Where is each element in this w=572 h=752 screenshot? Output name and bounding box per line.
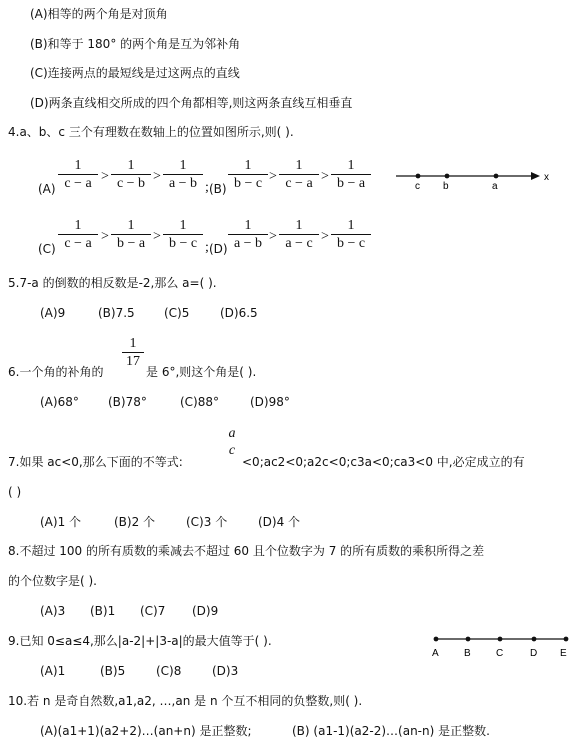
q4-a-fraction-3: $\frac{1}{a - b}$ bbox=[163, 158, 203, 193]
q4-option-a-label: (A) bbox=[38, 182, 56, 196]
q6-option-c: (C)88° bbox=[180, 395, 220, 409]
q8-option-c: (C)7 bbox=[140, 604, 166, 618]
q7-stem-post: <0;ac2<0;a2c<0;c3a<0;ca3<0 中,必定成立的有 bbox=[242, 455, 525, 469]
q7-option-b: (B)2 个 bbox=[114, 515, 156, 529]
q7-stem-cont: ( ) bbox=[8, 485, 22, 499]
q6-stem-post: 是 6°,则这个角是( ). bbox=[146, 365, 257, 379]
greater-than-symbol: > bbox=[153, 169, 161, 184]
q7-fraction: a c bbox=[228, 426, 236, 458]
q4-option-c-label: (C) bbox=[38, 242, 56, 256]
q5-option-c: (C)5 bbox=[164, 306, 190, 320]
q4-number-line bbox=[390, 165, 560, 195]
q7-option-a: (A)1 个 bbox=[40, 515, 82, 529]
point-b bbox=[445, 174, 450, 179]
q9-option-b: (B)5 bbox=[100, 664, 126, 678]
q6-option-a: (A)68° bbox=[40, 395, 79, 409]
q4-d-fraction-2: $\frac{1}{a - c}$ bbox=[279, 218, 319, 253]
q7-option-c: (C)3 个 bbox=[186, 515, 228, 529]
separator: ; bbox=[205, 240, 209, 255]
q5-stem: 5.7-a 的倒数的相反数是-2,那么 a=( ). bbox=[8, 276, 217, 290]
q3-option-d: (D)两条直线相交所成的四个角都相等,则这两条直线互相垂直 bbox=[30, 96, 353, 110]
q4-b-fraction-2: $\frac{1}{c - a}$ bbox=[279, 158, 319, 193]
q9-option-d: (D)3 bbox=[212, 664, 239, 678]
greater-than-symbol: > bbox=[269, 169, 277, 184]
q4-d-fraction-1: $\frac{1}{a - b}$ bbox=[228, 218, 268, 253]
separator: ; bbox=[205, 180, 209, 195]
point-D bbox=[532, 637, 537, 642]
q6-fraction: $\frac{1}{17}$ bbox=[122, 336, 144, 371]
q8-option-a: (A)3 bbox=[40, 604, 66, 618]
q3-option-b: (B)和等于 180° 的两个角是互为邻补角 bbox=[30, 37, 241, 51]
q4-c-fraction-2: $\frac{1}{b - a}$ bbox=[111, 218, 151, 253]
greater-than-symbol: > bbox=[101, 229, 109, 244]
greater-than-symbol: > bbox=[321, 169, 329, 184]
point-c bbox=[416, 174, 421, 179]
q9-stem: 9.已知 0≤a≤4,那么|a-2|+|3-a|的最大值等于( ). bbox=[8, 634, 272, 648]
q4-option-d-label: (D) bbox=[209, 242, 228, 256]
point-A bbox=[434, 637, 439, 642]
point-a bbox=[494, 174, 499, 179]
q4-c-fraction-3: $\frac{1}{b - c}$ bbox=[163, 218, 203, 253]
q4-option-b-label: (B) bbox=[209, 182, 227, 196]
label-b: b bbox=[443, 181, 449, 192]
q4-c-fraction-1: $\frac{1}{c - a}$ bbox=[58, 218, 98, 253]
label-A: A bbox=[432, 648, 439, 659]
greater-than-symbol: > bbox=[269, 229, 277, 244]
q8-stem-line1: 8.不超过 100 的所有质数的乘减去不超过 60 且个位数字为 7 的所有质数的乘积所得之差 bbox=[8, 544, 485, 558]
label-c: c bbox=[415, 181, 420, 192]
label-x: x bbox=[544, 172, 549, 183]
q6-option-d: (D)98° bbox=[250, 395, 290, 409]
q4-a-fraction-1: $\frac{1}{c - a}$ bbox=[58, 158, 98, 193]
q7-stem-pre: 7.如果 ac<0,那么下面的不等式: bbox=[8, 455, 183, 469]
q9-option-c: (C)8 bbox=[156, 664, 182, 678]
q10-stem: 10.若 n 是奇自然数,a1,a2, …,an 是 n 个互不相同的负整数,则( ). bbox=[8, 694, 363, 708]
q6-option-b: (B)78° bbox=[108, 395, 147, 409]
q4-d-fraction-3: $\frac{1}{b - c}$ bbox=[331, 218, 371, 253]
q8-option-b: (B)1 bbox=[90, 604, 116, 618]
label-D: D bbox=[530, 648, 538, 659]
label-E: E bbox=[560, 648, 567, 659]
q10-option-b: (B) (a1-1)(a2-2)…(an-n) 是正整数. bbox=[292, 724, 490, 738]
greater-than-symbol: > bbox=[153, 229, 161, 244]
q6-stem-pre: 6.一个角的补角的 bbox=[8, 365, 104, 379]
point-E bbox=[564, 637, 569, 642]
label-B: B bbox=[464, 648, 471, 659]
q3-option-c: (C)连接两点的最短线是过这两点的直线 bbox=[30, 66, 240, 80]
point-B bbox=[466, 637, 471, 642]
greater-than-symbol: > bbox=[321, 229, 329, 244]
q3-option-a: (A)相等的两个角是对顶角 bbox=[30, 7, 168, 21]
label-C: C bbox=[496, 648, 504, 659]
q8-stem-line2: 的个位数字是( ). bbox=[8, 574, 97, 588]
q5-option-a: (A)9 bbox=[40, 306, 66, 320]
q10-option-a: (A)(a1+1)(a2+2)…(an+n) 是正整数; bbox=[40, 724, 252, 738]
axis-arrow bbox=[531, 172, 540, 180]
q9-option-a: (A)1 bbox=[40, 664, 66, 678]
point-C bbox=[498, 637, 503, 642]
label-a: a bbox=[492, 181, 498, 192]
greater-than-symbol: > bbox=[101, 169, 109, 184]
q5-option-d: (D)6.5 bbox=[220, 306, 258, 320]
q4-a-fraction-2: $\frac{1}{c - b}$ bbox=[111, 158, 151, 193]
q4-b-fraction-1: $\frac{1}{b - c}$ bbox=[228, 158, 268, 193]
q7-option-d: (D)4 个 bbox=[258, 515, 301, 529]
q4-stem: 4.a、b、c 三个有理数在数轴上的位置如图所示,则( ). bbox=[8, 125, 294, 139]
q4-b-fraction-3: $\frac{1}{b - a}$ bbox=[331, 158, 371, 193]
q5-option-b: (B)7.5 bbox=[98, 306, 135, 320]
q8-option-d: (D)9 bbox=[192, 604, 219, 618]
q9-segment-diagram bbox=[426, 630, 572, 660]
